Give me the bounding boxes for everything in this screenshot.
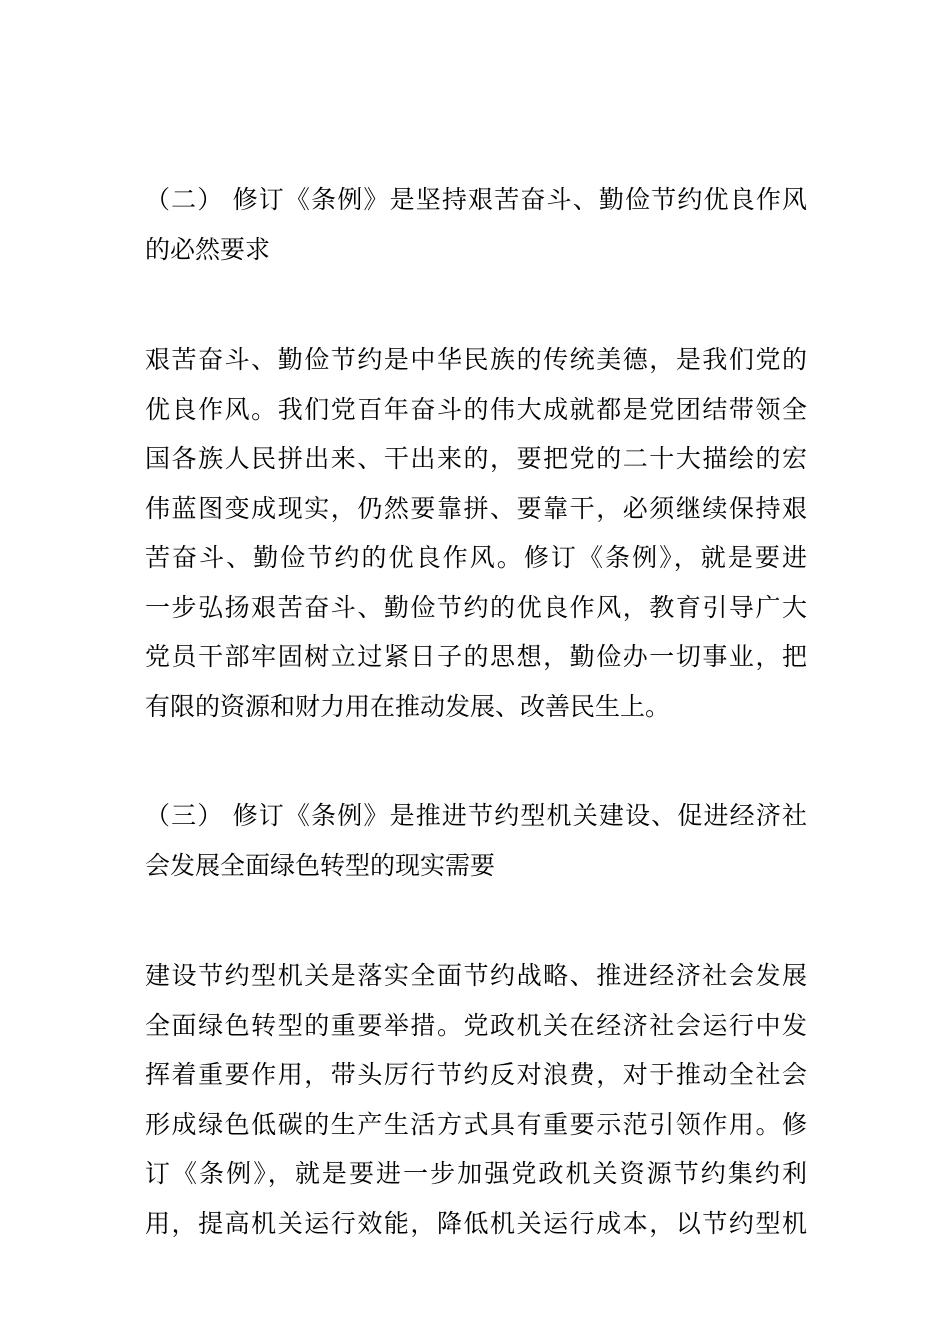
paragraph-line: 苦奋斗、勤俭节约的优良作风。修订《条例》，就是要进 bbox=[145, 543, 807, 572]
section-3-paragraph bbox=[145, 951, 807, 1248]
paragraph-line: 有限的资源和财力用在推动发展、改善民生上。 bbox=[145, 691, 671, 721]
heading-line: 会发展全面绿色转型的现实需要 bbox=[145, 850, 496, 880]
heading-line: （二） 修订《条例》是坚持艰苦奋斗、勤俭节约优良作风 bbox=[145, 185, 807, 214]
paragraph-line: 形成绿色低碳的生产生活方式具有重要示范引领作用。修 bbox=[145, 1109, 807, 1139]
paragraph-line: 伟蓝图变成现实，仍然要靠拼、要靠干，必须继续保持艰 bbox=[145, 493, 807, 523]
section-2-heading bbox=[145, 175, 807, 274]
paragraph-line: 挥着重要作用，带头厉行节约反对浪费，对于推动全社会 bbox=[145, 1060, 807, 1089]
paragraph-line: 艰苦奋斗、勤俭节约是中华民族的传统美德，是我们党的 bbox=[145, 345, 807, 374]
heading-line: 的必然要求 bbox=[145, 234, 271, 264]
paragraph-line: 国各族人民拼出来、干出来的，要把党的二十大描绘的宏 bbox=[145, 444, 807, 473]
paragraph-line: 建设节约型机关是落实全面节约战略、推进经济社会发展 bbox=[145, 961, 807, 990]
paragraph-line: 党员干部牢固树立过紧日子的思想，勤俭办一切事业，把 bbox=[145, 642, 807, 671]
section-2-paragraph bbox=[145, 335, 807, 731]
paragraph-line: 全面绿色转型的重要举措。党政机关在经济社会运行中发 bbox=[145, 1010, 807, 1040]
paragraph-line: 订《条例》，就是要进一步加强党政机关资源节约集约利 bbox=[145, 1159, 807, 1188]
paragraph-line: 优良作风。我们党百年奋斗的伟大成就都是党团结带领全 bbox=[145, 394, 807, 424]
heading-line: （三） 修订《条例》是推进节约型机关建设、促进经济社 bbox=[145, 801, 807, 830]
section-3-heading bbox=[145, 791, 807, 890]
paragraph-line: 一步弘扬艰苦奋斗、勤俭节约的优良作风，教育引导广大 bbox=[145, 592, 807, 622]
document-body bbox=[145, 175, 807, 1248]
paragraph-line: 用，提高机关运行效能，降低机关运行成本，以节约型机 bbox=[145, 1208, 807, 1238]
